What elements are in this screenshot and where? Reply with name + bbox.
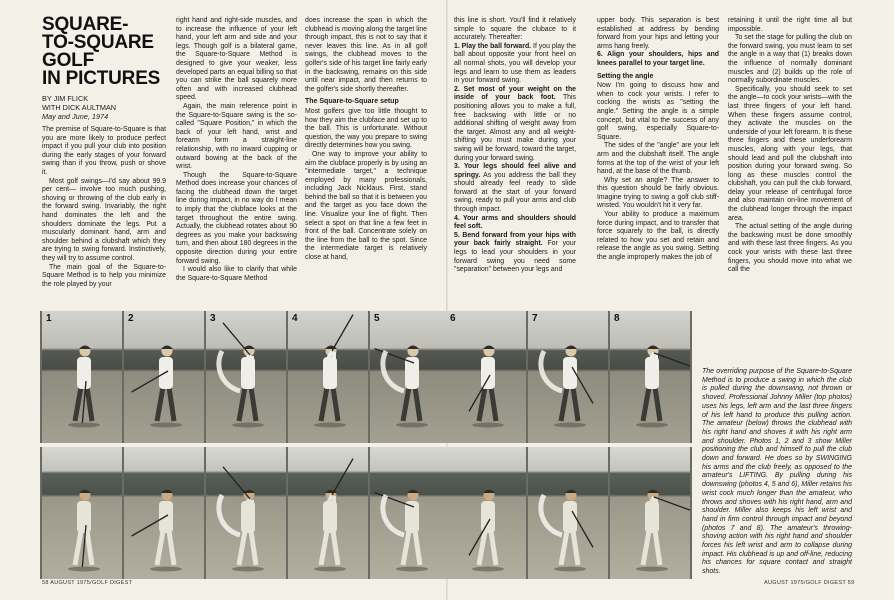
- photo-frame-amateur-1: [42, 447, 122, 579]
- photo-frame-amateur-3: [206, 447, 286, 579]
- byline-coauthor: WITH DICK AULTMAN: [42, 103, 117, 112]
- text-column-4: [454, 17, 576, 275]
- photo-strip-pro: [40, 311, 692, 443]
- frame-number: 1: [46, 313, 52, 324]
- paragraph: The main goal of the Square-to-Square Method is to help you minimize the role played by your: [42, 263, 166, 288]
- step-body: For your legs to lead your shoulders in your forward swing you need some "separation" between your legs and: [454, 240, 576, 274]
- golfer-figure: [528, 447, 608, 579]
- paragraph: The premise of Square-to-Square is that you are more likely to produce perfect impact if you pull your club into position during the early stages of your forward swing than if you throw, push or shove it.: [42, 126, 166, 176]
- golfer-figure: [370, 311, 450, 443]
- photo-frame-amateur-5: [370, 447, 450, 579]
- golfer-figure: [42, 311, 122, 443]
- golfer-figure: [288, 447, 368, 579]
- byline: [42, 94, 172, 121]
- frame-number: 3: [210, 313, 216, 324]
- photo-strip-amateur: [40, 447, 692, 579]
- paragraph: this line is short. You'll find it relatively simple to square the clubace to it accurately. Thereafter:: [454, 17, 576, 42]
- text-column-3: [305, 17, 427, 263]
- text-column-6: [728, 17, 852, 275]
- paragraph: To set the stage for pulling the club on the forward swing, you must learn to set the angle in a way that (1) breaks down the influence of normally dominant muscles and (2) builds up the role of normally subordinate muscles.: [728, 34, 852, 85]
- golfer-figure: [206, 447, 286, 579]
- frame-number: 4: [292, 313, 298, 324]
- setup-step-4: [454, 215, 576, 232]
- photo-frame-1: [42, 311, 122, 443]
- byline-date: May and June, 1974: [42, 112, 109, 121]
- text-column-1: [42, 126, 166, 289]
- golfer-figure: [528, 311, 608, 443]
- golfer-figure: [124, 447, 204, 579]
- frame-number: 7: [532, 313, 538, 324]
- text-column-2: [176, 17, 297, 283]
- paragraph: Why set an angle? The answer to this question should be fairly obvious. Imagine trying to swing a golf club stiff-wristed. You wouldn't hit it very far.: [597, 176, 719, 210]
- step-heading: 6. Align your shoulders, hips and knees parallel to your target line.: [597, 51, 719, 67]
- photo-frame-7: [528, 311, 608, 443]
- step-body: If you play the ball about opposite your front heel on all normal shots, you will develop your legs and learn to use them as leaders in your forward swing.: [454, 42, 577, 85]
- text-column-5: [597, 17, 719, 263]
- paragraph: upper body. This separation is best established at address by bending forward from your hips and letting your arms hang freely.: [597, 17, 719, 50]
- paragraph: does increase the span in which the clubhead is moving along the target line through impact, this is not to say that it never leaves this line. As in all golf swings, the clubhead moves to the golfer's side of his target line fairly early in the backswing, remains on this side until near impact, and then returns to the golfer's side shortly thereafter.: [305, 17, 427, 93]
- setup-step-6: [597, 51, 719, 68]
- section-heading: Setting the angle: [597, 72, 654, 80]
- frame-number: 8: [614, 313, 620, 324]
- byline-author: BY JIM FLICK: [42, 94, 89, 103]
- photo-frame-6: [446, 311, 526, 443]
- paragraph: One way to improve your ability to aim the clubface properly is by using an "intermediate target," a technique employed by many professionals, including Jack Nicklaus. First, stand behind the ball so that it is between you and the target as you face down the line. Visualize your line of flight. Then select a spot on that line a few feet in front of the ball. Concentrate solely on the line from the ball to the spot. Since the intermediate target is relatively close at hand,: [305, 150, 427, 262]
- frame-number: 5: [374, 313, 380, 324]
- step-heading: 2. Set most of your weight on the inside of your back foot.: [454, 85, 576, 102]
- photo-frame-amateur-8: [610, 447, 690, 579]
- photo-frame-amateur-2: [124, 447, 204, 579]
- folio-left: 58 AUGUST 1975/GOLF DIGEST: [42, 580, 133, 586]
- paragraph: Most golfers give too little thought to how they aim the clubface and set up to the ball. This is unfortunate. Without question, the way you prepare to swing directly determines how you swing.: [305, 107, 427, 150]
- golfer-figure: [446, 311, 526, 443]
- headline-line-2: TO-SQUARE: [42, 32, 154, 53]
- headline-line-3: GOLF: [42, 50, 94, 71]
- photo-frame-3: [206, 311, 286, 443]
- photo-frame-amateur-7: [528, 447, 608, 579]
- step-heading: 1. Play the ball forward.: [454, 42, 532, 50]
- paragraph: The sides of the "angle" are your left arm and the clubshaft itself. The angle forms at the top of the wrist of your left hand, at the base of the thumb.: [597, 142, 719, 176]
- setup-step-2: [454, 86, 576, 163]
- step-body: As you address the ball they should already feel ready to slide forward at the start of your forward swing, ready to pull your arms and club through impact.: [454, 171, 576, 214]
- golfer-figure: [370, 447, 450, 579]
- setup-step-5: [454, 232, 576, 275]
- folio-right: AUGUST 1975/GOLF DIGEST 59: [764, 580, 855, 586]
- paragraph: Though the Square-to-Square Method does increase your chances of facing the clubhead down the target line during impact, in no way do I mean to imply that the clubface looks at the target throughout the entire swing. Actually, the clubhead rotates about 90 degrees as you make your backswing turn, and then about 180 degrees in the opposite direction during your entire forward swing.: [176, 171, 297, 265]
- photo-frame-5: [370, 311, 450, 443]
- paragraph: I would also like to clarify that while the Square-to-Square Method: [176, 266, 297, 282]
- setup-step-1: [454, 43, 576, 86]
- section-heading: The Square-to-Square setup: [305, 98, 399, 106]
- golfer-figure: [446, 447, 526, 579]
- photo-frame-8: [610, 311, 690, 443]
- paragraph: retaining it until the right time all but impossible.: [728, 17, 852, 33]
- paragraph: Specifically, you should seek to set the angle—to cock your wrists—with the last three fingers of your left hand. When these fingers assume control, they activate the muscles on the underside of your left forearm. It is these three fingers and these underforearm muscles, along with your legs, that should lead and pull the clubshaft into position during your forward swing. So long as these muscles control the clubshaft, you can pull the club forward, delay your release of centrifugal force and also maintain on-line movement of the clubhead longer through the impact area.: [728, 85, 852, 222]
- step-heading: 5. Bend forward from your hips with your back fairly straight.: [454, 231, 576, 248]
- article-headline: [42, 16, 172, 88]
- photo-frame-amateur-6: [446, 447, 526, 579]
- golfer-figure: [288, 311, 368, 443]
- paragraph: Again, the main reference point in the Square-to-Square swing is the so-called "Square Position," in which the back of your left hand, wrist and forearm form a straight-line relationship, with no inward cupping or outward bowing at the back of the wrist.: [176, 102, 297, 171]
- photo-caption: The overriding purpose of the Square-to-Square Method is to produce a swing in which the club is pulled during the downswing, not thrown or shoved. Professional Johnny Miller (top photos) uses his legs, left arm and the last three fingers of his left hand to produce this pulling action. The amateur (below) throws the clubhead with his right hand and shoves it with his right arm and shoulder. Photos 1, 2 and 3 show Miller positioning the club and himself to pull the club down and forward. He does so by SWINGING his arms and the club freely, as opposed to the amateur's LIFTING. By pulling during his downswing (photos 4, 5 and 6), Miller retains his wrist cock much longer than the amateur, who throws and shoves with his right hand, arm and shoulder. Miller also keeps his left wrist and hand in firm control through impact and beyond (photos 7 and 8). The amateur's throwing-shoving action with his right hand and shoulder forces his left wrist and arm to collapse during impact. His clubhead is up and off-line, reducing his chances for square contact and straight shots.: [702, 368, 852, 576]
- frame-number: 2: [128, 313, 134, 324]
- paragraph: Now I'm going to discuss how and when to cock your wrists. I refer to cocking the wrists as "setting the angle." Setting the angle is a simple concept, but vital to the success of any golf swing, especially Square-to-Square.: [597, 82, 719, 141]
- headline-line-4: IN PICTURES: [42, 68, 161, 89]
- paragraph: Your ability to produce a maximum force during impact, and to transfer that force squarely to the ball, is directly related to how you set and retain and release the angle as you swing. Setting the angle improperly makes the job of: [597, 211, 719, 262]
- golfer-figure: [42, 447, 122, 579]
- golfer-figure: [124, 311, 204, 443]
- golfer-figure: [206, 311, 286, 443]
- step-body: This positioning allows you to make a full, free backswing with little or no additional shifting of weight away from the target. Almost any and all weight-shifting you must make during your swing will be forward, toward the target, during your forward swing.: [454, 94, 576, 162]
- photo-frame-2: [124, 311, 204, 443]
- paragraph: Most golf swings—I'd say about 99.9 per cent— involve too much pushing, shoving or throwing of the club early in the forward swing. Invariably, the right hand dominates the left and the shoulders dominate the legs. Put a muscularly dominant hand, arm and shoulder behind a clubshaft which they are trying to swing forward. Instinctively, they will try to assume control.: [42, 177, 166, 262]
- frame-number: 6: [450, 313, 456, 324]
- golfer-figure: [610, 311, 690, 443]
- golfer-figure: [610, 447, 690, 579]
- step-heading: 3. Your legs should feel alive and springy.: [454, 163, 576, 179]
- paragraph: The actual setting of the angle during the backswing must be done smoothly and with these last three fingers. As you cock your wrists with these last three fingers, you should move into what we call the: [728, 223, 852, 274]
- headline-line-1: SQUARE-: [42, 14, 129, 35]
- step-heading: 4. Your arms and shoulders should feel soft.: [454, 214, 576, 231]
- setup-step-3: [454, 163, 576, 215]
- photo-frame-4: [288, 311, 368, 443]
- paragraph: right hand and right-side muscles, and to increase the influence of your left hand, your left arm and side and your legs. Though golf is a bilateral game, the Square-to-Square Method is designed to give your weaker, less developed parts an equal billing so that you can strike the ball squarely more often and with increased clubhead speed.: [176, 17, 297, 102]
- photo-frame-amateur-4: [288, 447, 368, 579]
